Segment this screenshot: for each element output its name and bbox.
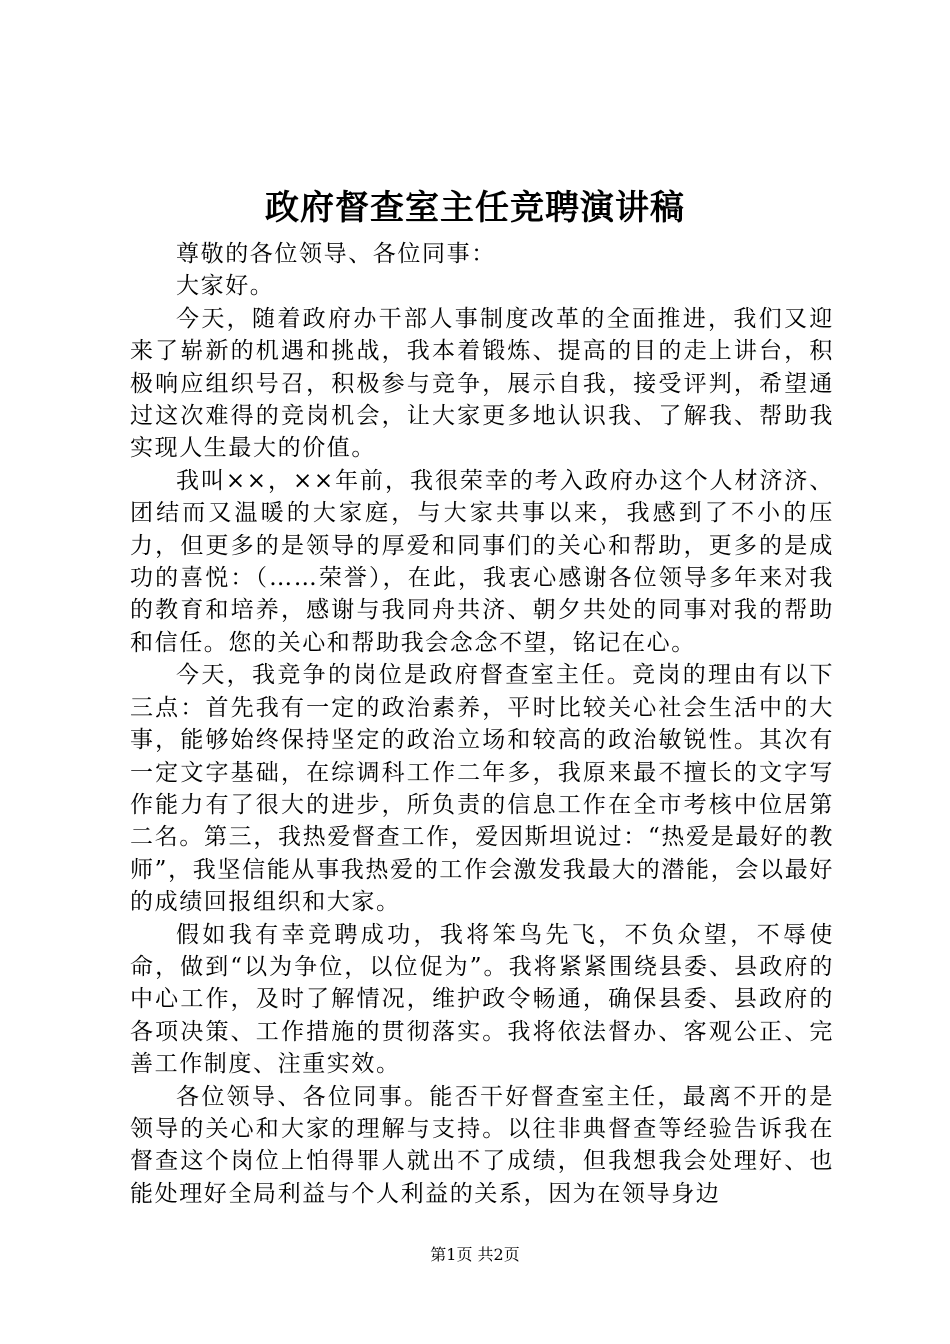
- paragraph-closing: 各位领导、各位同事。能否干好督查室主任，最离不开的是领导的关心和大家的理解与支持。以往非典督查等经验告诉我在督查这个岗位上怕得罪人就出不了成绩，但我想我会处理好、也能处理好全局利益与个人利益的关系，因为在领导身边: [130, 1083, 834, 1207]
- document-body: [130, 238, 834, 1210]
- paragraph-commitment: 假如我有幸竞聘成功，我将笨鸟先飞，不负众望，不辱使命，做到“以为争位，以位促为”。我将紧紧围绕县委、县政府的中心工作，及时了解情况，维护政令畅通，确保县委、县政府的各项决策、工作措施的贯彻落实。我将依法督办、客观公正、完善工作制度、注重实效。: [130, 921, 834, 1078]
- page-footer: 第1页 共2页: [430, 1245, 520, 1264]
- document-title: 政府督查室主任竞聘演讲稿: [265, 188, 685, 228]
- paragraph-greeting: 大家好。: [176, 273, 275, 300]
- paragraph-self-introduction: 我叫××，××年前，我很荣幸的考入政府办这个人材济济、团结而又温暖的大家庭，与大家共事以来，我感到了不小的压力，但更多的是领导的厚爱和同事们的关心和帮助，更多的是成功的喜悦：（……荣誉），在此，我衷心感谢各位领导多年来对我的教育和培养，感谢与我同舟共济、朝夕共处的同事对我的帮助和信任。您的关心和帮助我会念念不望，铭记在心。: [130, 467, 834, 656]
- paragraph-reasons: 今天，我竞争的岗位是政府督查室主任。竞岗的理由有以下三点：首先我有一定的政治素养，平时比较关心社会生活中的大事，能够始终保持坚定的政治立场和较高的政治敏锐性。其次有一定文字基础，在综调科工作二年多，我原来最不擅长的文字写作能力有了很大的进步，所负责的信息工作在全市考核中位居第二名。第三，我热爱督查工作，爱因斯坦说过：“热爱是最好的教师”，我坚信能从事我热爱的工作会激发我最大的潜能，会以最好的成绩回报组织和大家。: [130, 662, 834, 916]
- paragraph-salutation: 尊敬的各位领导、各位同事：: [176, 241, 496, 267]
- paragraph-intro: 今天，随着政府办干部人事制度改革的全面推进，我们又迎来了崭新的机遇和挑战，我本着锻炼、提高的目的走上讲台，积极响应组织号召，积极参与竞争，展示自我，接受评判，希望通过这次难得的竞岗机会，让大家更多地认识我、了解我、帮助我实现人生最大的价值。: [130, 305, 834, 462]
